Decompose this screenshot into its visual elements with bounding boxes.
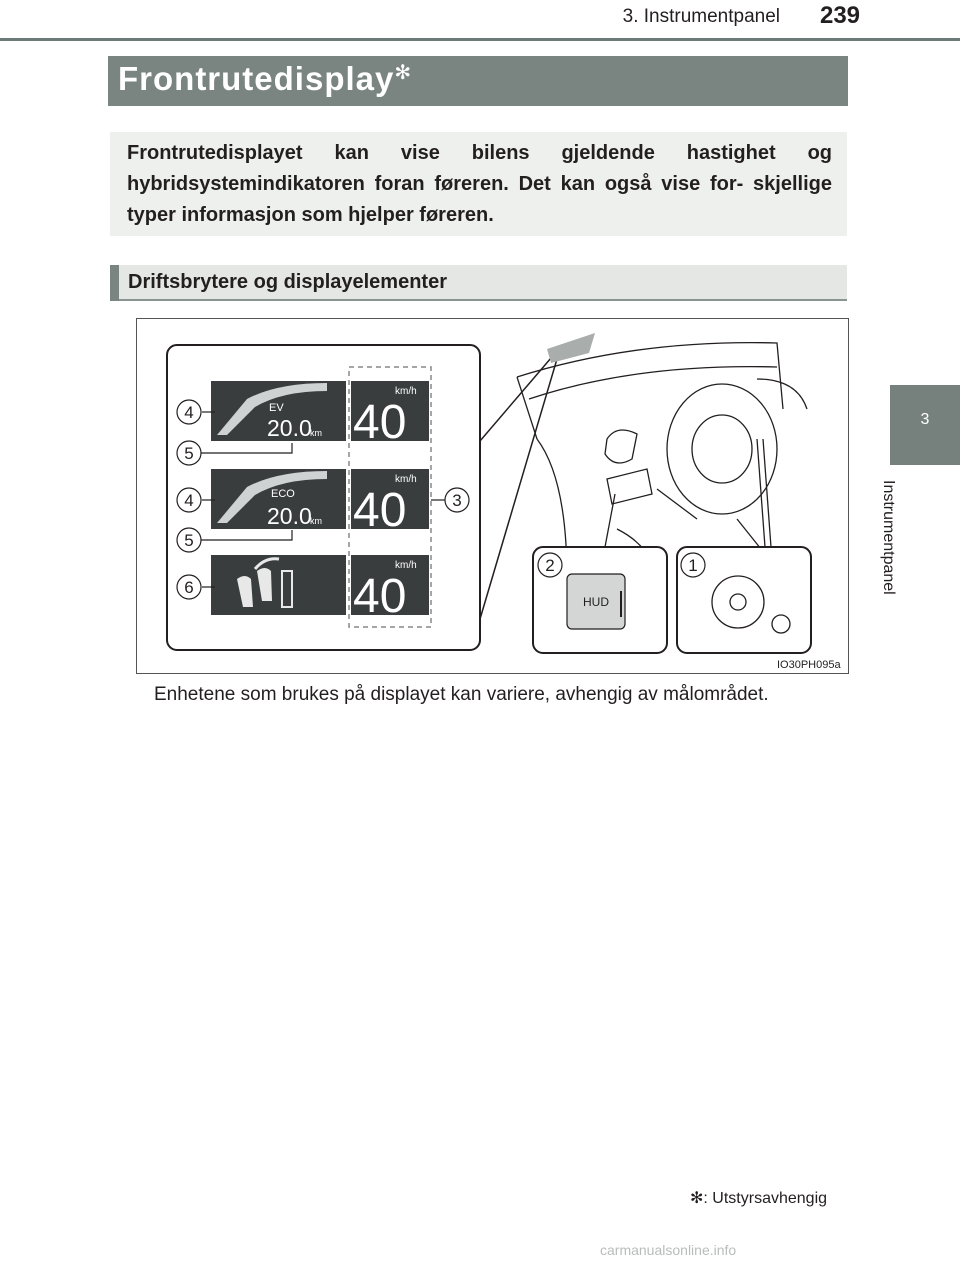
watermark: carmanualsonline.info (600, 1242, 737, 1258)
callout-label: 4 (184, 491, 194, 510)
callout-label: 5 (184, 444, 194, 463)
distance-value: 20.0 (267, 415, 312, 441)
callout-label: 5 (184, 531, 194, 550)
chapter-side-label (880, 470, 922, 630)
equipment-mark: ✻ (394, 62, 413, 84)
callout-label: 6 (184, 578, 194, 597)
page-title (118, 60, 412, 98)
callout-label: 4 (184, 403, 194, 422)
intro-text: Frontrutedisplayet kan vise bilens gjeldende hastighet og hybridsystemindikatoren foran føreren. Det kan også vise for- skjellige typer informasjon som hjelper føreren. (127, 142, 832, 226)
speed-value: 40 (353, 570, 407, 623)
speed-value: 40 (353, 396, 407, 449)
illustration (136, 318, 849, 674)
mode-ev-label: EV (269, 402, 284, 414)
page-title-text: Frontrutedisplay (118, 60, 395, 97)
figure-code: IO30PH095a (777, 659, 841, 671)
distance-value: 20.0 (267, 503, 312, 529)
figure-caption: Enhetene som brukes på displayet kan variere, avhengig av målområdet. (154, 684, 769, 705)
callout-label: 3 (452, 491, 462, 510)
subheading-accent (110, 265, 119, 301)
callout-label: 1 (688, 556, 698, 575)
eco-driving-indicator (211, 555, 346, 615)
subheading: Driftsbrytere og displayelementer (128, 271, 447, 293)
chapter-number: 3 (920, 411, 930, 428)
chapter-label: Instrumentpanel (880, 480, 897, 595)
header-rule (0, 38, 960, 41)
footnote: ✻: Utstyrsavhengig (690, 1190, 828, 1207)
distance-unit: km (310, 516, 322, 526)
speed-unit: km/h (395, 386, 417, 397)
header-section-title: 3. Instrumentpanel (622, 6, 780, 27)
mode-eco-label: ECO (271, 488, 295, 500)
hud-switch-label: HUD (583, 595, 609, 609)
distance-unit: km (310, 428, 322, 438)
chapter-tab (890, 385, 960, 465)
speed-value: 40 (353, 484, 407, 537)
page-number: 239 (819, 2, 861, 29)
callout-label: 2 (545, 556, 555, 575)
speed-unit: km/h (395, 474, 417, 485)
speed-unit: km/h (395, 560, 417, 571)
